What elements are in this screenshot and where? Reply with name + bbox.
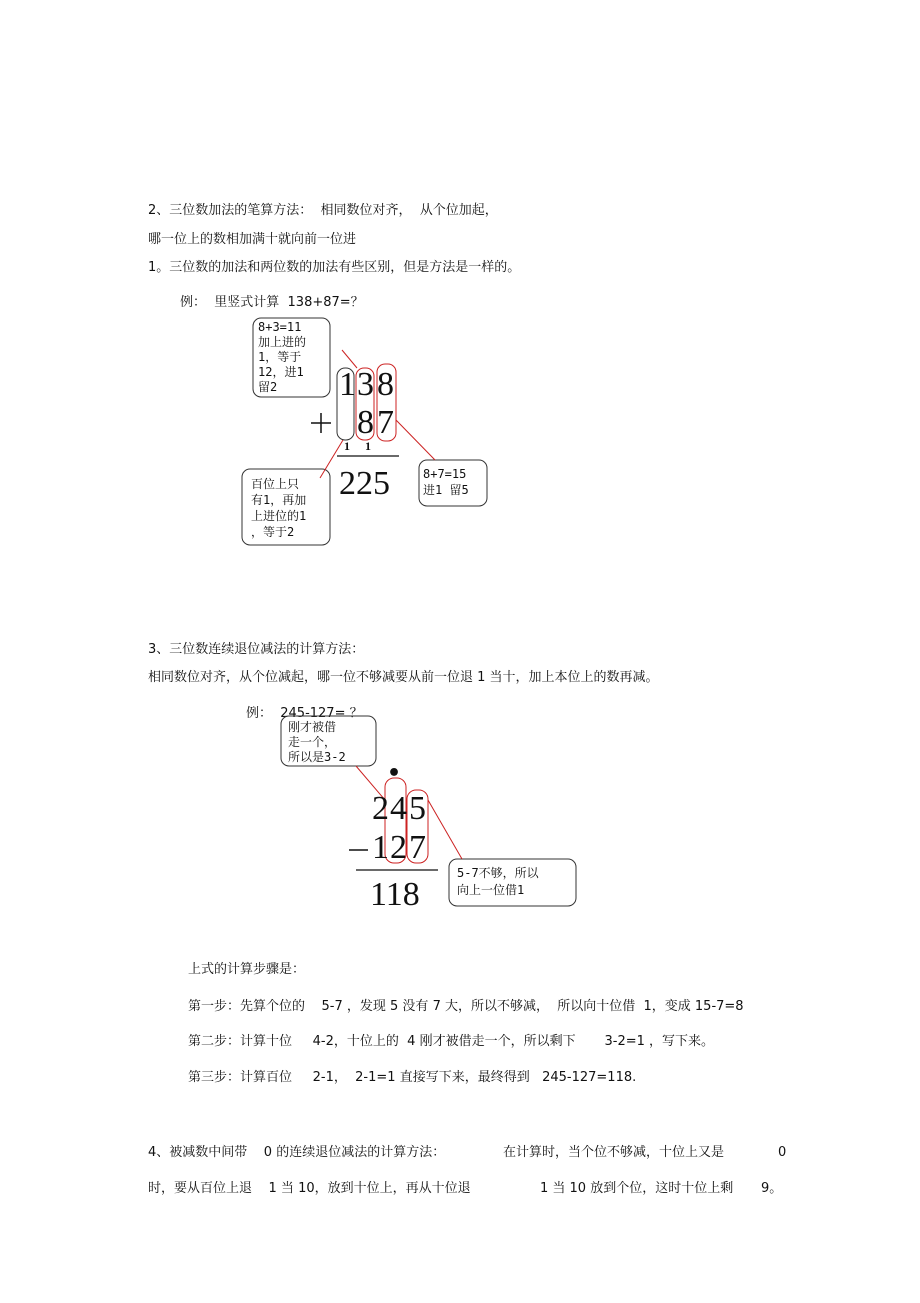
minuend-tens: 4 <box>390 790 407 827</box>
addend-1-tens: 3 <box>357 366 374 403</box>
section4-line1-c: 0 <box>778 1145 787 1160</box>
addend-1-ones: 8 <box>377 366 394 403</box>
addend-2-tens: 8 <box>357 404 374 441</box>
step-3: 第三步：计算百位 2-1， 2-1=1 直接写下来，最终得到 245-127=118. <box>188 1070 637 1085</box>
section4-line2-b: 1 当 10 放到个位，这时十位上剩 <box>540 1181 734 1196</box>
section4-line2-c: 9。 <box>761 1181 783 1196</box>
section2-line2: 哪一位上的数相加满十就向前一位进 <box>148 232 357 247</box>
section2-heading: 2、三位数加法的笔算方法： 相同数位对齐， 从个位加起， <box>148 203 498 218</box>
addend-2-ones: 7 <box>377 404 394 441</box>
step-2: 第二步：计算十位 4-2，十位上的 4 刚才被借走一个，所以剩下 3-2=1 ，写下来。 <box>188 1034 715 1049</box>
subtrahend-ones: 7 <box>409 829 426 866</box>
note-left-top: 8+3=11 加上进的 1，等于 12，进1 留2 <box>258 320 307 394</box>
note-top: 刚才被借 走一个， 所以是3-2 <box>288 720 346 764</box>
section3-line2: 相同数位对齐，从个位减起，哪一位不够减要从前一位退 1 当十，加上本位上的数再减。 <box>148 670 659 685</box>
carry-mark-hundreds: 1 <box>344 439 350 453</box>
steps-title: 上式的计算步骤是： <box>188 962 306 977</box>
section3-heading: 3、三位数连续退位减法的计算方法： <box>148 642 365 657</box>
addend-1-hundreds: 1 <box>339 366 356 403</box>
minuend-ones: 5 <box>409 790 426 827</box>
subtraction-result: 118 <box>370 876 420 913</box>
section3-example: 例： 245-127= ？ <box>246 706 363 721</box>
subtrahend-hundreds: 1 <box>372 829 389 866</box>
note-right: 8+7=15 进1 留5 <box>423 467 469 497</box>
addition-result: 225 <box>339 465 390 502</box>
section2-example: 例： 里竖式计算 138+87=？ <box>180 295 364 310</box>
subtrahend-tens: 2 <box>390 829 407 866</box>
minuend-hundreds: 2 <box>372 790 389 827</box>
section4-line1-a: 4、被减数中间带 0 的连续退位减法的计算方法： <box>148 1145 446 1160</box>
note-left-bottom: 百位上只 有1，再加 上进位的1 ，等于2 <box>251 477 307 539</box>
section4-line2-a: 时，要从百位上退 1 当 10，放到十位上，再从十位退 <box>148 1181 471 1196</box>
borrow-dot: • <box>387 761 402 786</box>
section4-line1-b: 在计算时，当个位不够减，十位上又是 <box>503 1145 725 1160</box>
step-1: 第一步：先算个位的 5-7 ，发现 5 没有 7 大，所以不够减， 所以向十位借 1，变成 15-7=8 <box>188 999 744 1014</box>
pointer-right-sub <box>428 800 462 859</box>
section2-line3: 1。三位数的加法和两位数的加法有些区别，但是方法是一样的。 <box>148 260 521 275</box>
carry-mark-tens: 1 <box>365 439 371 453</box>
note-right-sub: 5-7不够，所以 向上一位借1 <box>457 866 539 897</box>
